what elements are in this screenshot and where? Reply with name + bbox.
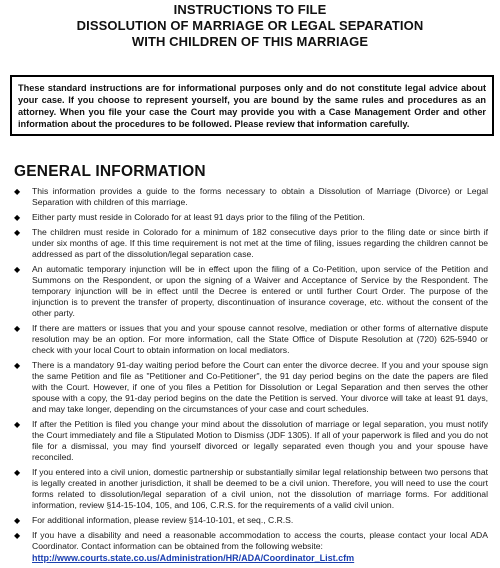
section-heading: GENERAL INFORMATION <box>14 163 206 180</box>
diamond-bullet-icon: ◆ <box>14 361 21 370</box>
list-item-text: If there are matters or issues that you and your spouse cannot resolve, mediation or other forms of alternative dispute resolution may be an option. For more information, call the State Office of Dispute Resolution at (720) 625-5940 or check with your local Court to obtain information on local mediators. <box>32 323 488 355</box>
list-item-text: If you have a disability and need a reasonable accommodation to access the courts, please contact your local ADA Coordinator. Contact information can be obtained from the following website: <box>32 530 488 551</box>
diamond-bullet-icon: ◆ <box>14 213 21 222</box>
list-item <box>12 467 488 511</box>
list-item-text: If after the Petition is filed you change your mind about the dissolution of marriage or legal separation, you must notify the Court immediately and file a Stipulated Motion to Dismiss (JDF 1305). If all of your paperwork is filed and you do not file for a dismissal, you may find yourself divorced or legally separated even though you and your spouse have reconciled. <box>32 419 488 462</box>
list-item-text: There is a mandatory 91-day waiting period before the Court can enter the divorce decree. If you and your spouse sign the same Petition and file as "Petitioner and Co-Petitioner", the 91 day period begins on the date the papers are filed with the Court. However, if one of you files a Petition for Dissolution or Legal Separation and then serves the other spouse with a copy, the 91-day period begins on the date the Petition is served. Your divorce will take at least 91 days, and may take longer, depending on the circumstances of your case and court schedules. <box>32 360 488 414</box>
list-item <box>12 360 488 415</box>
list-item-text: For additional information, please review §14-10-101, et seq., C.R.S. <box>32 515 294 525</box>
list-item <box>12 212 488 223</box>
diamond-bullet-icon: ◆ <box>14 468 21 477</box>
list-item <box>12 227 488 260</box>
diamond-bullet-icon: ◆ <box>14 187 21 196</box>
diamond-bullet-icon: ◆ <box>14 324 21 333</box>
list-item <box>12 264 488 319</box>
list-item <box>12 515 488 526</box>
ada-coordinator-link[interactable]: http://www.courts.state.co.us/Administration/HR/ADA/Coordinator_List.cfm <box>32 553 355 563</box>
document-title <box>0 2 500 50</box>
disclaimer-box: These standard instructions are for informational purposes only and do not constitute legal advice about your case. If you choose to represent yourself, you are bound by the same rules and procedures as an attorney. When you file your case the Court may provide you with a Case Management Order and other information about the procedures to be followed. Please review that information carefully. <box>10 75 494 136</box>
diamond-bullet-icon: ◆ <box>14 516 21 525</box>
diamond-bullet-icon: ◆ <box>14 531 21 540</box>
title-line-3: WITH CHILDREN OF THIS MARRIAGE <box>131 34 369 49</box>
diamond-bullet-icon: ◆ <box>14 420 21 429</box>
title-line-2: DISSOLUTION OF MARRIAGE OR LEGAL SEPARATION <box>76 18 424 33</box>
list-item-text: If you entered into a civil union, domestic partnership or substantially similar legal relationship between two persons that is legally created in another jurisdiction, it shall be deemed to be a civil union. Therefore, you will need to use the court forms related to dissolution/legal separation of a civil union, not the dissolution of marriage forms. For additional information, review §14-15-104, 105, and 106, C.R.S. for the requirements of a valid civil union. <box>32 467 488 510</box>
diamond-bullet-icon: ◆ <box>14 265 21 274</box>
general-information-list <box>12 186 488 568</box>
list-item-text: Either party must reside in Colorado for at least 91 days prior to the filing of the Petition. <box>32 212 365 222</box>
list-item-text: This information provides a guide to the forms necessary to obtain a Dissolution of Marriage (Divorce) or Legal Separation with children of this marriage. <box>32 186 488 207</box>
list-item-text: The children must reside in Colorado for a minimum of 182 consecutive days prior to the filing date or since birth if under six months of age. If this time requirement is not met at the time of filing, issues regarding the children cannot be addressed as part of the dissolution/legal separation case. <box>32 227 488 259</box>
list-item <box>12 186 488 208</box>
title-line-1: INSTRUCTIONS TO FILE <box>173 2 327 17</box>
list-item <box>12 323 488 356</box>
list-item <box>12 419 488 463</box>
diamond-bullet-icon: ◆ <box>14 228 21 237</box>
list-item-text: An automatic temporary injunction will be in effect upon the filing of a Co-Petition, upon service of the Petition and Summons on the Respondent, or upon the signing of a Waiver and Acceptance of Service by the Respondent. The temporary injunction will be in effect until the Decree is entered or until further Court Order. The purpose of the injunction is to prevent the transfer of property, discontinuation of insurance coverage, etc. without the consent of the other party. <box>32 264 488 318</box>
